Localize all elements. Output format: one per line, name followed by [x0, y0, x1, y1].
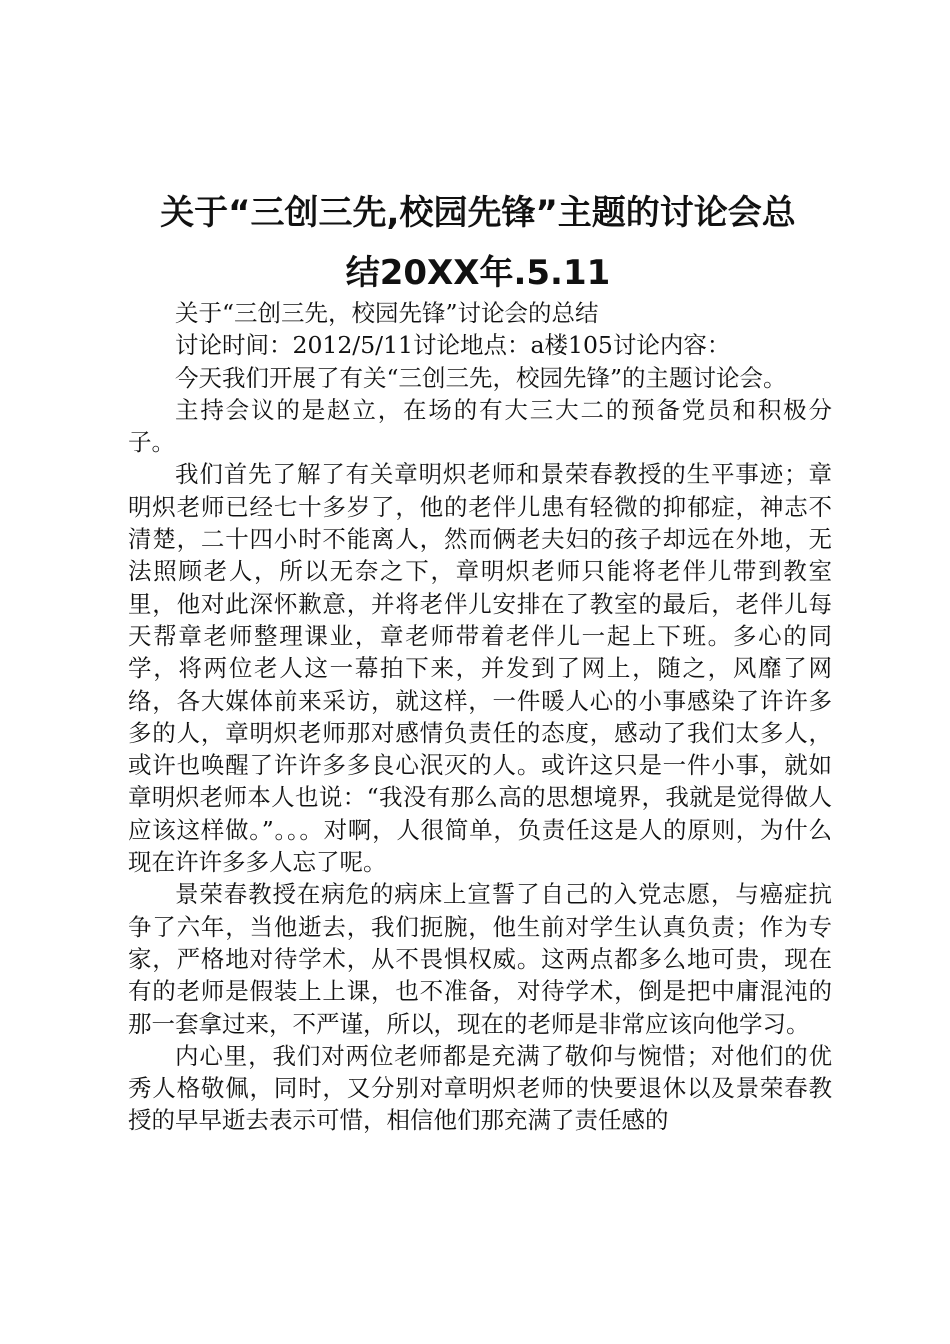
document-title — [128, 183, 828, 303]
paragraph: 讨论时间：2012/5/11讨论地点：a楼105讨论内容： — [175, 331, 731, 360]
paragraph: 景荣春教授在病危的病床上宣誓了自己的入党志愿，与癌症抗争了六年，当他逝去，我们扼腕，他生前对学生认真负责；作为专家，严格地对待学术，从不畏惧权威。这两点都多么地可贵，现在有的老师是假装上上课，也不准备，对待学术，倒是把中庸混沌的那一套拿过来，不严谨，所以，现在的老师是非常应该向他学习。 — [128, 880, 832, 1038]
document-body — [128, 297, 832, 1137]
paragraph: 我们首先了解了有关章明炽老师和景荣春教授的生平事迹；章明炽老师已经七十多岁了，他的老伴儿患有轻微的抑郁症，神志不清楚，二十四小时不能离人，然而俩老夫妇的孩子却远在外地，无法照顾老人，所以无奈之下，章明炽老师只能将老伴儿带到教室里，他对此深怀歉意，并将老伴儿安排在了教室的最后，老伴儿每天帮章老师整理课业，章老师带着老伴儿一起上下班。多心的同学，将两位老人这一幕拍下来，并发到了网上，随之，风靡了网络，各大媒体前来采访，就这样，一件暖人心的小事感染了许许多多的人，章明炽老师那对感情负责任的态度，感动了我们太多人，或许也唤醒了许许多多良心泯灭的人。或许这只是一件小事，就如章明炽老师本人也说：“我没有那么高的思想境界，我就是觉得做人应该这样做。”。。。对啊，人很简单，负责任这是人的原则，为什么现在许许多多人忘了呢。 — [128, 460, 832, 877]
title-line-1: 关于“三创三先,校园先锋”主题的讨论会总 — [160, 193, 796, 233]
paragraph: 今天我们开展了有关“三创三先，校园先锋”的主题讨论会。 — [175, 363, 787, 392]
paragraph: 关于“三创三先，校园先锋”讨论会的总结 — [175, 299, 599, 327]
title-line-2: 结20XX年.5.11 — [345, 253, 611, 293]
paragraph: 主持会议的是赵立，在场的有大三大二的预备党员和积极分子。 — [128, 395, 832, 457]
paragraph: 内心里，我们对两位老师都是充满了敬仰与惋惜；对他们的优秀人格敬佩，同时，又分别对章明炽老师的快要退休以及景荣春教授的早早逝去表示可惜，相信他们那充满了责任感的 — [128, 1041, 832, 1135]
